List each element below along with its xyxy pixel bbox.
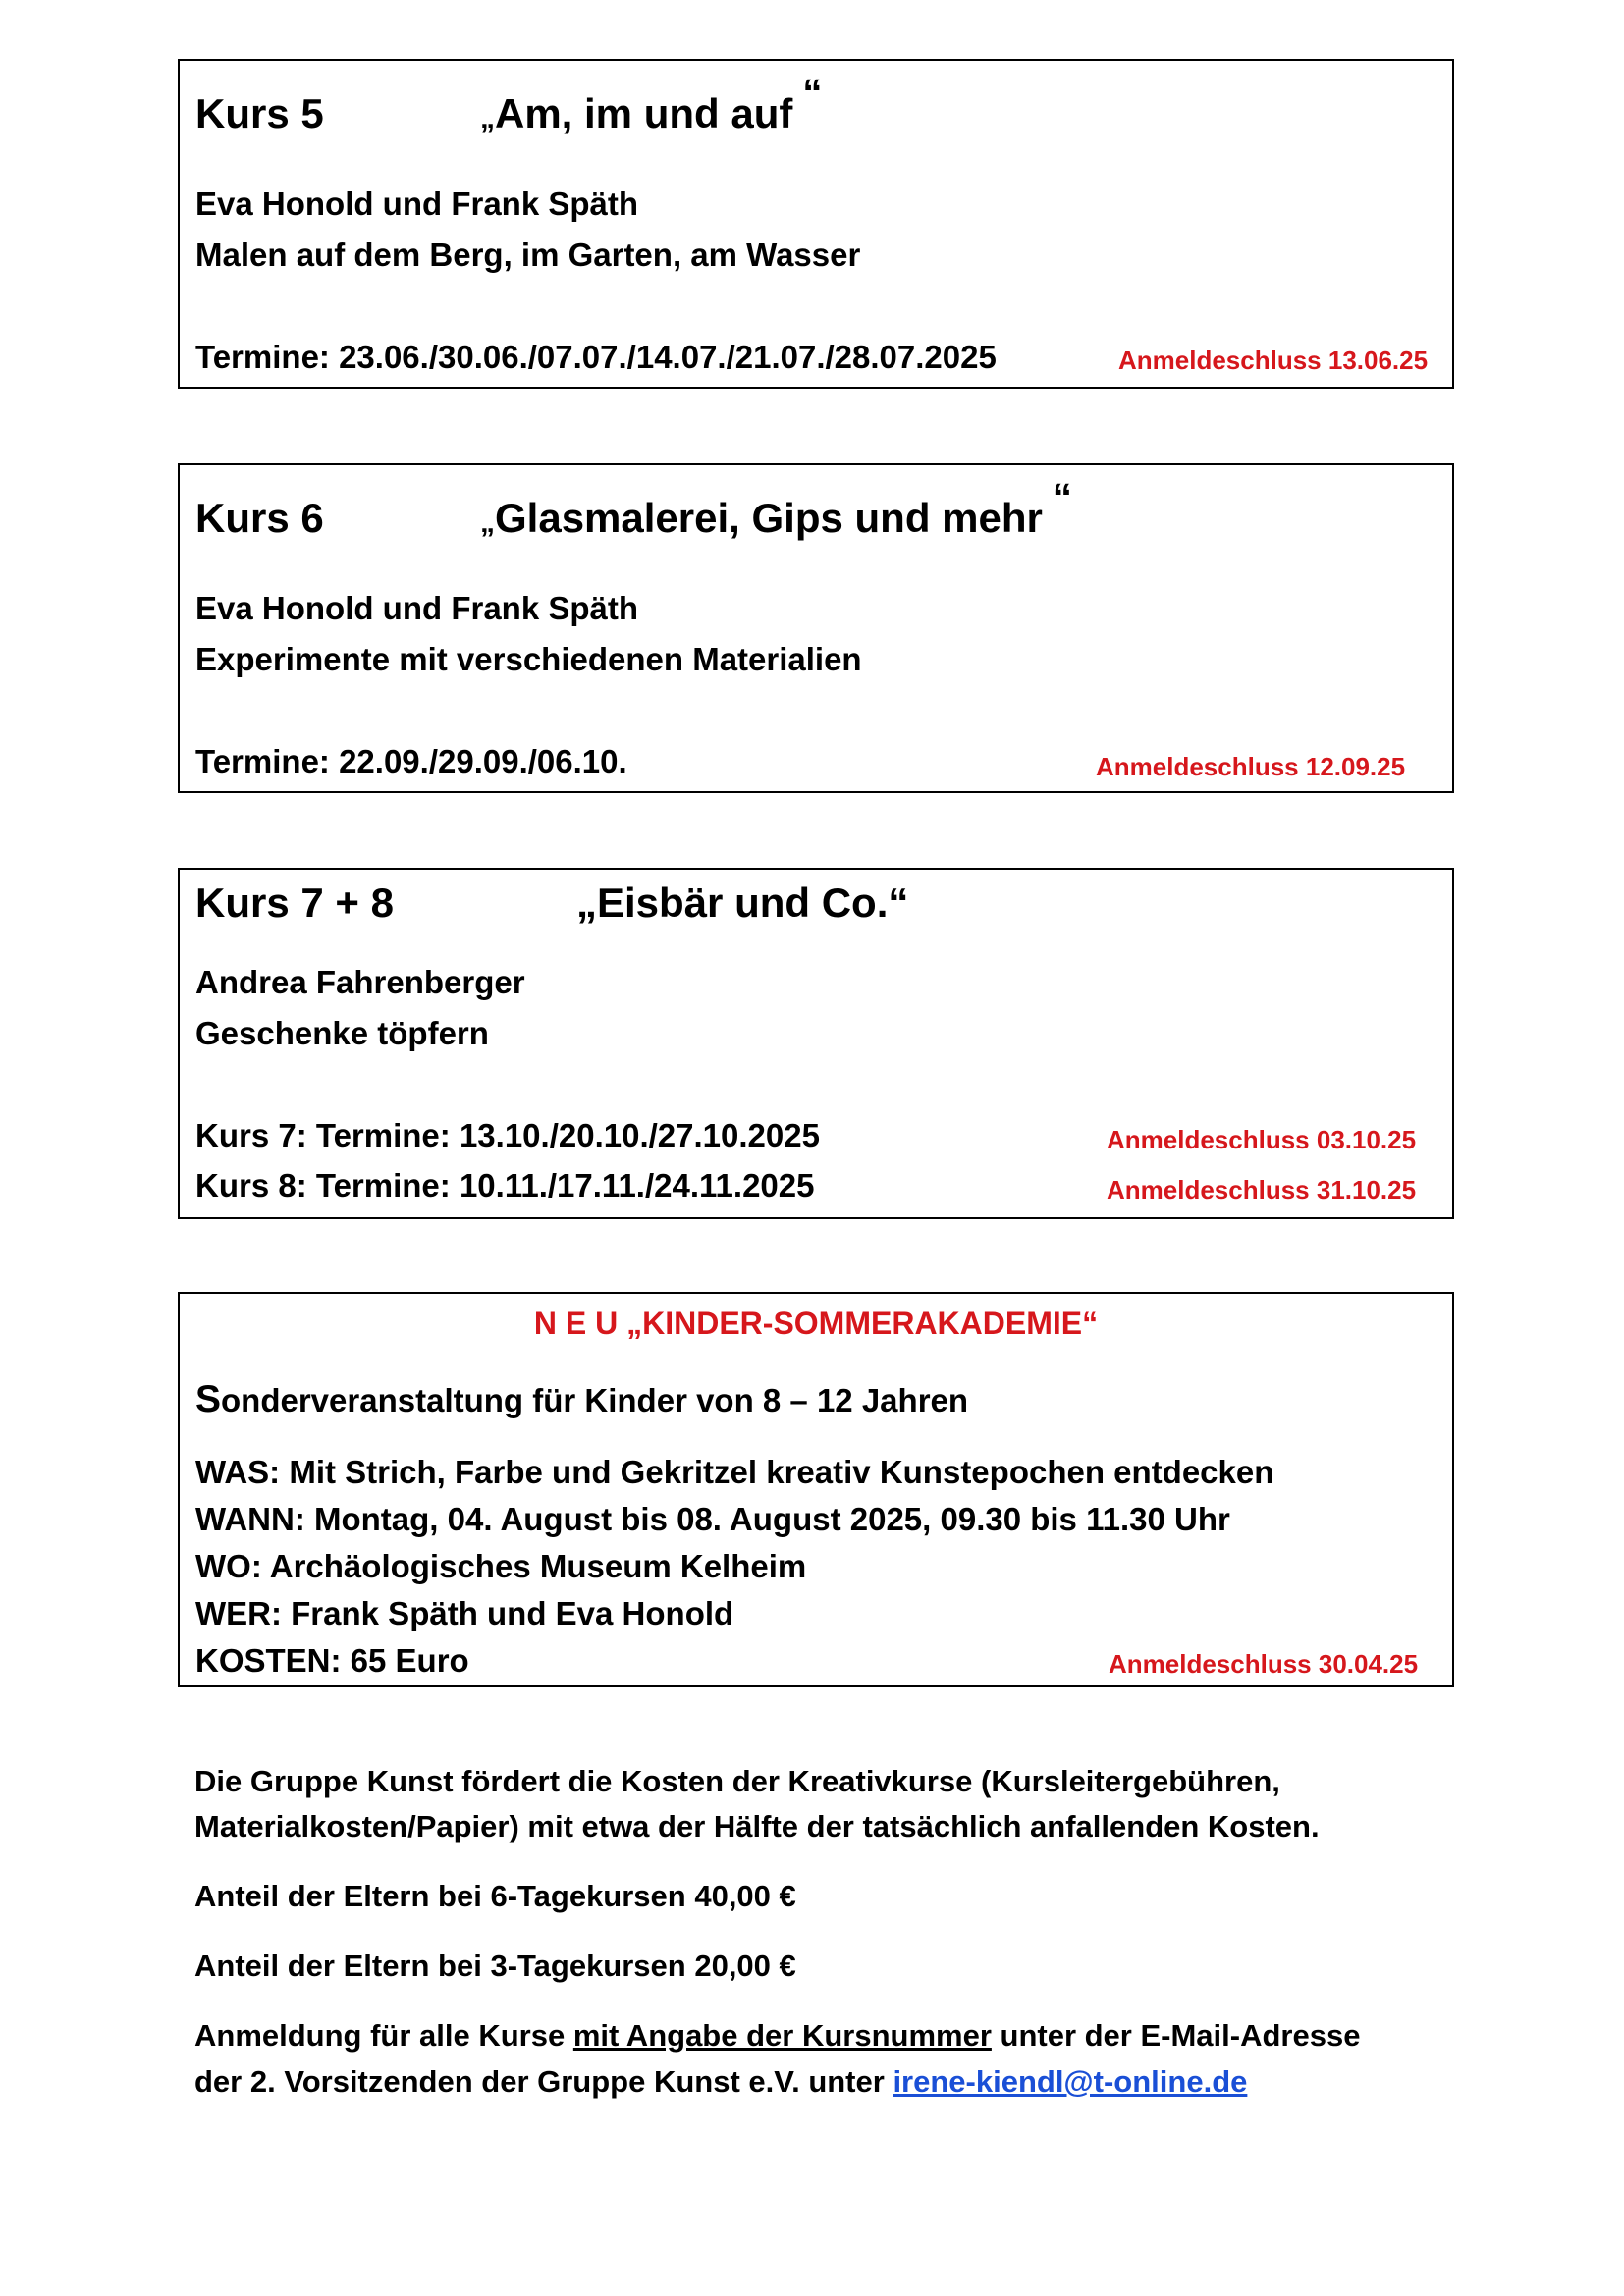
registration-text-post: unter der E-Mail-Adresse [991,2018,1361,2053]
sommerakademie-subtitle-initial: S [195,1378,222,1420]
kurs-6-open-quote: „ [480,507,495,539]
kurs-7-8-leaders: Andrea Fahrenberger [195,964,525,1000]
registration-text-pre: Anmeldung für alle Kurse [194,2018,573,2053]
email-link[interactable]: irene-kiendl@t-online.de [893,2064,1248,2099]
kurs-6-dates: Termine: 22.09./29.09./06.10. [195,743,627,779]
kurs-7-deadline: Anmeldeschluss 03.10.25 [1107,1125,1417,1154]
kurs-5-deadline: Anmeldeschluss 13.06.25 [1118,346,1429,375]
sommerakademie-box [178,1292,1454,1687]
registration-course-number-note: mit Angabe der Kursnummer [572,2018,992,2053]
sommerakademie-subtitle [195,1378,968,1421]
kurs-6-close-quote: “ [1052,476,1072,519]
kurs-6-leaders: Eva Honold und Frank Späth [195,590,639,626]
kurs-5-description: Malen auf dem Berg, im Garten, am Wasser [195,237,861,273]
funding-line-2: Materialkosten/Papier) mit etwa der Hälfte der tatsächlich anfallenden Kosten. [194,1809,1320,1843]
kurs-7-8-box [178,868,1454,1219]
parent-share-6-day: Anteil der Eltern bei 6-Tagekursen 40,00 € [194,1879,796,1913]
kurs-5-box [178,59,1454,389]
kurs-5-dates: Termine: 23.06./30.06./07.07./14.07./21.07./28.07.2025 [195,339,997,375]
sommerakademie-was: WAS: Mit Strich, Farbe und Gekritzel kreativ Kunstepochen entdecken [195,1454,1274,1490]
registration-line-2-text: der 2. Vorsitzenden der Gruppe Kunst e.V. unter [194,2064,893,2099]
kurs-6-title-wrap [480,476,1072,542]
kurs-6-deadline: Anmeldeschluss 12.09.25 [1096,752,1406,781]
registration-line-2 [194,2064,1247,2100]
sommerakademie-subtitle-rest: onderveranstaltung für Kinder von 8 – 12 Jahren [221,1382,969,1418]
kurs-5-open-quote: „ [480,102,495,134]
kurs-7-8-number: Kurs 7 + 8 [195,880,394,926]
kurs-5-leaders: Eva Honold und Frank Späth [195,186,639,222]
kurs-5-title-wrap [480,72,823,137]
parent-share-3-day: Anteil der Eltern bei 3-Tagekursen 20,00 € [194,1949,796,1983]
kurs-8-dates: Kurs 8: Termine: 10.11./17.11./24.11.2025 [195,1167,815,1203]
registration-line-1 [194,2018,1360,2054]
kurs-5-close-quote: “ [802,72,823,115]
sommerakademie-wo: WO: Archäologisches Museum Kelheim [195,1548,807,1584]
sommerakademie-kosten: KOSTEN: 65 Euro [195,1642,469,1679]
sommerakademie-wer: WER: Frank Späth und Eva Honold [195,1595,734,1631]
funding-line-1: Die Gruppe Kunst fördert die Kosten der Kreativkurse (Kursleitergebühren, [194,1764,1280,1798]
sommerakademie-heading: N E U „KINDER-SOMMERAKADEMIE“ [533,1306,1099,1341]
kurs-6-box [178,463,1454,793]
kurs-8-deadline: Anmeldeschluss 31.10.25 [1107,1175,1417,1204]
sommerakademie-wann: WANN: Montag, 04. August bis 08. August 2025, 09.30 bis 11.30 Uhr [195,1501,1230,1537]
kurs-7-8-description: Geschenke töpfern [195,1015,489,1051]
kurs-7-8-title: „Eisbär und Co.“ [576,880,909,926]
sommerakademie-deadline: Anmeldeschluss 30.04.25 [1109,1649,1419,1679]
kurs-5-title: Am, im und auf [495,90,793,136]
kurs-5-number: Kurs 5 [195,90,324,136]
kurs-7-dates: Kurs 7: Termine: 13.10./20.10./27.10.2025 [195,1117,820,1153]
kurs-6-title: Glasmalerei, Gips und mehr [495,495,1043,541]
kurs-6-description: Experimente mit verschiedenen Materialien [195,641,862,677]
kurs-6-number: Kurs 6 [195,495,324,541]
